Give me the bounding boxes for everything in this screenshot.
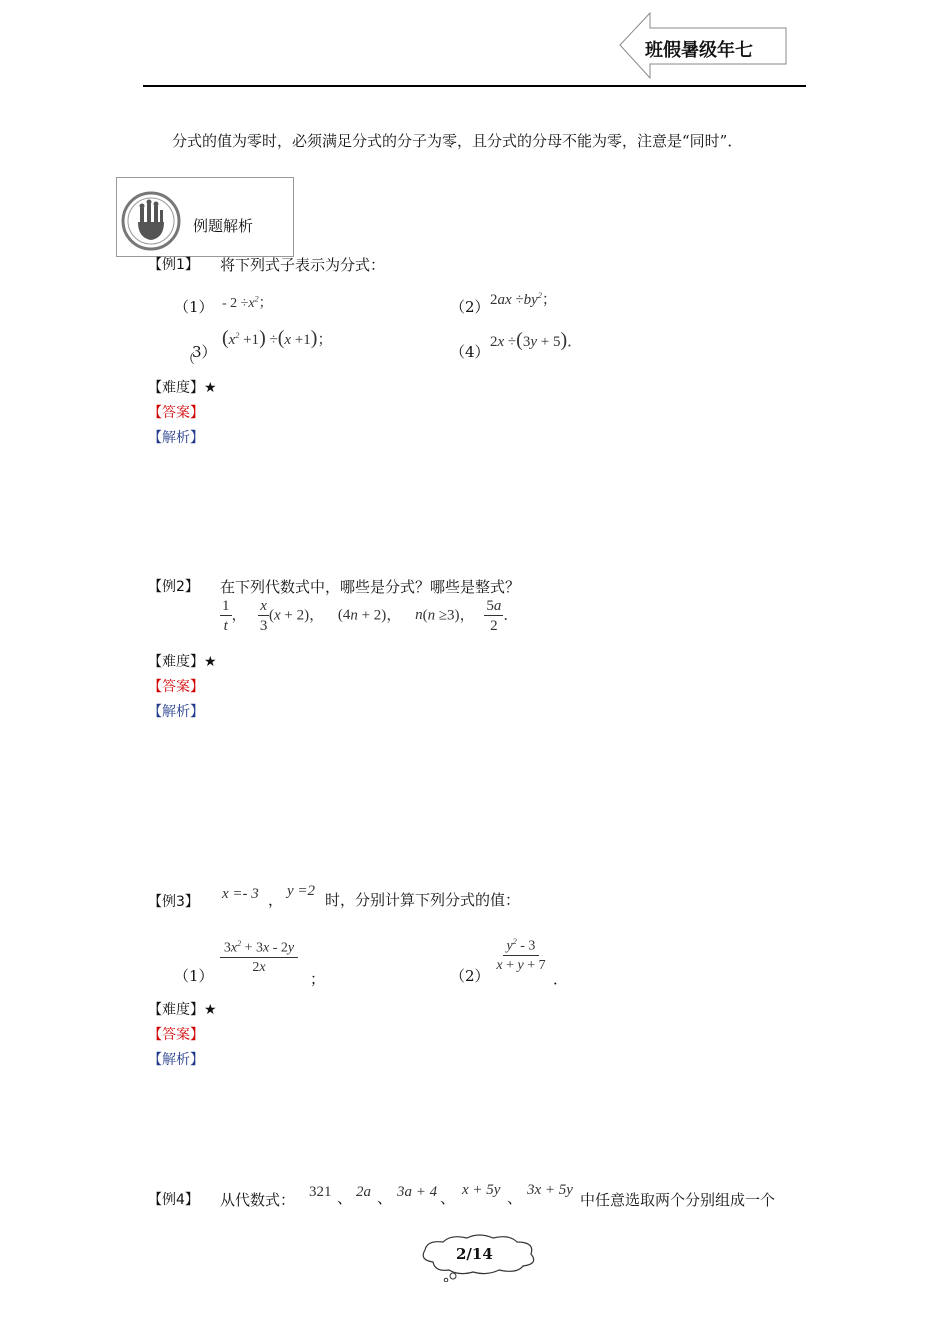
header-title: 班假暑级年七 [645, 40, 753, 61]
ex1-item3-num: 3） [192, 343, 217, 361]
ex1-item3-expr: $(x^2 +1) \div(x +1)$； [222, 327, 333, 349]
ex2-frac-5a-over-2: $\frac{5a}{2}$ [486, 598, 502, 634]
section-title: 例题解析 [193, 217, 254, 235]
page-number: 2/14 [456, 1245, 493, 1263]
ex1-item4-num: （4） [450, 343, 490, 361]
ex2-answer: 【答案】 [148, 679, 204, 695]
ex3-cond-sep: ， [268, 891, 284, 909]
ex2-difficulty: 【难度】★ [148, 654, 217, 670]
ex4-item-5: 3x + 5y [527, 1182, 573, 1198]
ex3-analysis: 【解析】 [148, 1052, 204, 1068]
ex4-item-2: 2a [356, 1184, 371, 1200]
ex3-prompt: 时，分别计算下列分式的值： [325, 891, 521, 909]
ex3-cond-y: y =2 [287, 883, 316, 899]
ex1-difficulty: 【难度】★ [148, 380, 217, 396]
ex1-item4-expr: 2x ÷(3y + 5)． [490, 329, 583, 351]
ex3-item2-frac: $\frac{y^2 - 3}{x + y + 7}$ [490, 934, 552, 974]
ex2-expressions: $\frac{1}{t}$ ， $\frac{x}{3}$ (x + 2)， (4n + 2)， n(n ≥3)， $\frac{5a}{2}$ ． [222, 598, 519, 634]
ex3-item2-period: ． [553, 970, 569, 988]
ex3-item2-num: （2） [450, 967, 490, 985]
ex3-item1-semi: ； [310, 970, 326, 988]
ex3-difficulty: 【难度】★ [148, 1002, 217, 1018]
ex1-item2-expr: $2ax \div by^2$； [490, 291, 557, 308]
ex2-tag: 【例2】 [148, 579, 199, 595]
ex1-item1-expr: - $2 \div x^2$； [222, 294, 273, 311]
ex1-prompt: 将下列式子表示为分式： [220, 256, 386, 274]
ex1-item1-semi: ； [258, 296, 273, 311]
ex3-cond-x: x =- 3 [222, 886, 259, 902]
ex3-answer: 【答案】 [148, 1027, 204, 1043]
ex4-prompt-end: 中任意选取两个分别组成一个 [580, 1191, 776, 1209]
ex3-tag: 【例3】 [148, 894, 199, 910]
ex1-analysis: 【解析】 [148, 430, 204, 446]
ex1-answer: 【答案】 [148, 405, 204, 421]
ex3-item1-num: （1） [174, 967, 214, 985]
ex2-prompt: 在下列代数式中，哪些是分式？哪些是整式？ [220, 578, 521, 596]
header-rule [143, 85, 806, 87]
ex4-prompt-start: 从代数式： [220, 1191, 296, 1209]
ex1-item3-open: （ [182, 352, 196, 367]
ex1-tag: 【例1】 [148, 257, 199, 273]
ex1-item4-period: ． [567, 334, 583, 350]
ex4-tag: 【例4】 [148, 1192, 199, 1208]
ex4-item-1: 321 [309, 1184, 332, 1200]
ex4-sep-4: 、 [507, 1189, 523, 1207]
ex3-item1-frac: $\frac{3x^2 + 3x - 2y}{2x}$ [212, 936, 306, 976]
ex4-item-4: x + 5y [462, 1182, 501, 1198]
ex1-item3-semi: ； [317, 332, 333, 348]
ex1-item2-num: （2） [450, 298, 490, 316]
section-badge-icon [120, 190, 182, 252]
ex1-item2-semi: ； [541, 292, 557, 308]
ex2-analysis: 【解析】 [148, 704, 204, 720]
ex4-sep-1: 、 [337, 1189, 353, 1207]
intro-text: 分式的值为零时，必须满足分式的分子为零，且分式的分母不能为零，注意是“同时”． [172, 132, 743, 150]
ex4-sep-3: 、 [440, 1189, 456, 1207]
ex2-frac-1-over-t: $\frac{1}{t}$ [222, 598, 230, 634]
ex4-sep-2: 、 [377, 1189, 393, 1207]
ex1-item1-num: （1） [174, 298, 214, 316]
ex4-item-3: 3a + 4 [397, 1184, 438, 1200]
ex2-frac-x-over-3: $\frac{x}{3}$ [259, 598, 268, 634]
